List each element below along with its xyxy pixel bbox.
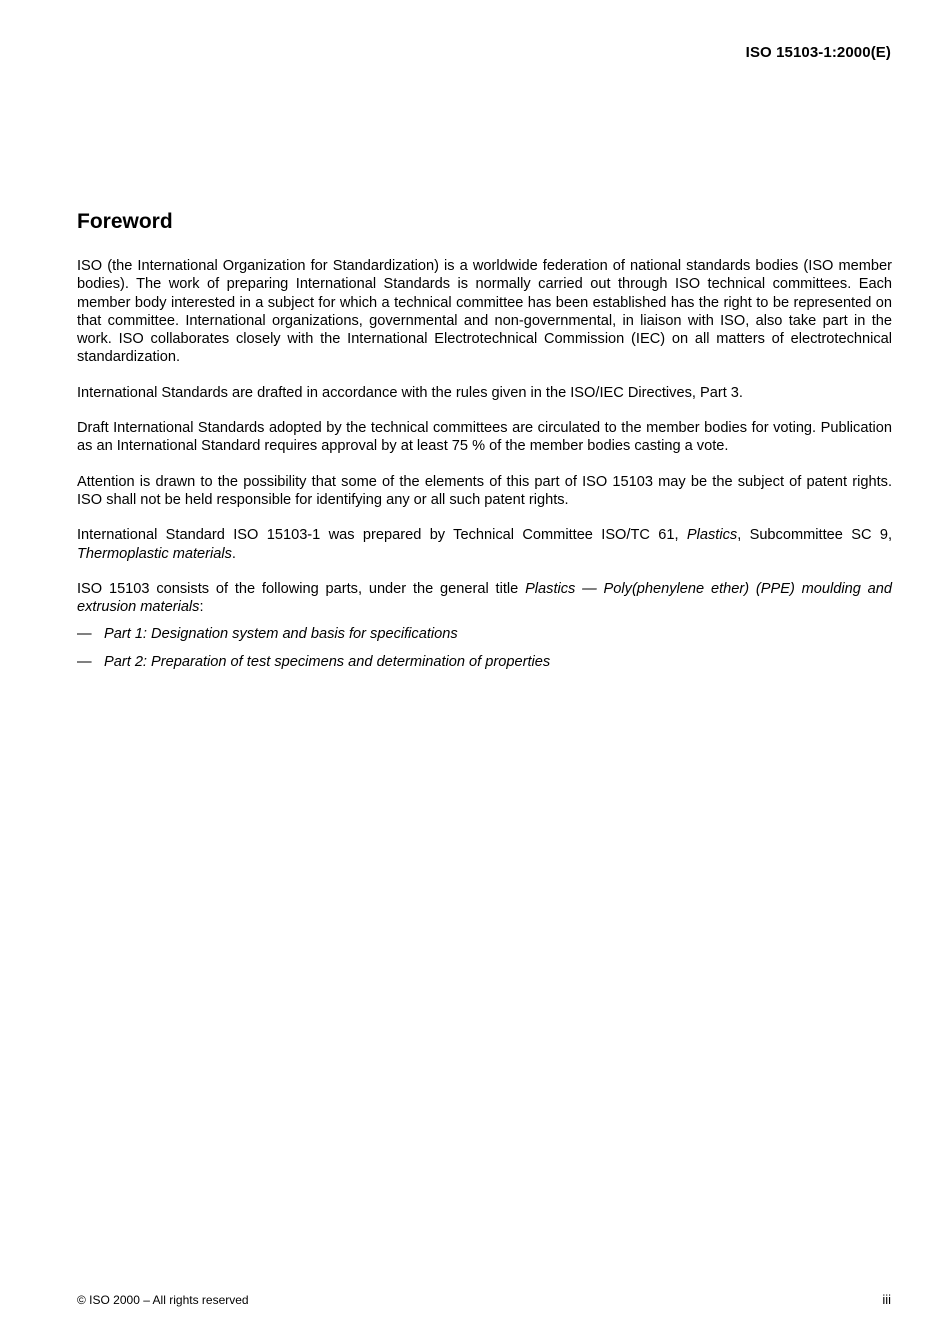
paragraph-parts-intro (77, 580, 892, 617)
document-identifier: ISO 15103-1:2000(E) (745, 44, 891, 61)
list-dash: — (77, 626, 92, 643)
copyright-notice: © ISO 2000 – All rights reserved (77, 1293, 249, 1307)
preparation-lead-text: International Standard ISO 15103-1 was prepared by Technical Committee ISO/TC 61, (77, 527, 687, 544)
subcommittee-name: Thermoplastic materials (77, 545, 232, 562)
preparation-mid-text: , Subcommittee SC 9, (737, 527, 892, 544)
section-title: Foreword (77, 210, 173, 233)
part-1-title: Part 1: Designation system and basis for specifications (104, 626, 458, 643)
part-2-title: Part 2: Preparation of test specimens and determination of properties (104, 653, 551, 670)
foreword-section (77, 208, 892, 680)
list-dash: — (77, 653, 92, 670)
parts-intro-lead-text: ISO 15103 consists of the following parts, under the general title (77, 580, 526, 597)
paragraph-patent-rights: Attention is drawn to the possibility that some of the elements of this part of ISO 15103 may be the subject of patent rights. ISO shall not be held responsible for identifying any or all such patent rights. (77, 473, 892, 508)
parts-intro-end-text: : (199, 599, 204, 616)
paragraph-preparation (77, 526, 892, 563)
list-item (77, 625, 892, 643)
preparation-end-text: . (231, 545, 236, 562)
paragraph-voting: Draft International Standards adopted by the technical committees are circulated to the member bodies for voting. Publication as an International Standard requires approval by at least 75 % of the member bodies casting a vote. (77, 420, 892, 455)
technical-committee-name: Plastics (686, 527, 738, 544)
paragraph-directives: International Standards are drafted in accordance with the rules given in the ISO/IEC Directives, Part 3. (77, 384, 743, 401)
general-title: Plastics — Poly(phenylene ether) (PPE) moulding and extrusion materials (77, 580, 892, 616)
page-number: iii (882, 1292, 891, 1307)
paragraph-iso-overview: ISO (the International Organization for Standardization) is a worldwide federation of national standards bodies (ISO member bodies). The work of preparing International Standards is normally carried out through ISO technical committees. Each member body interested in a subject for which a technical committee has been established has the right to be represented on that committee. International organizations, governmental and non-governmental, in liaison with ISO, also take part in the work. ISO collaborates closely with the International Electrotechnical Commission (IEC) on all matters of electrotechnical standardization. (77, 258, 892, 366)
list-item (77, 653, 892, 671)
